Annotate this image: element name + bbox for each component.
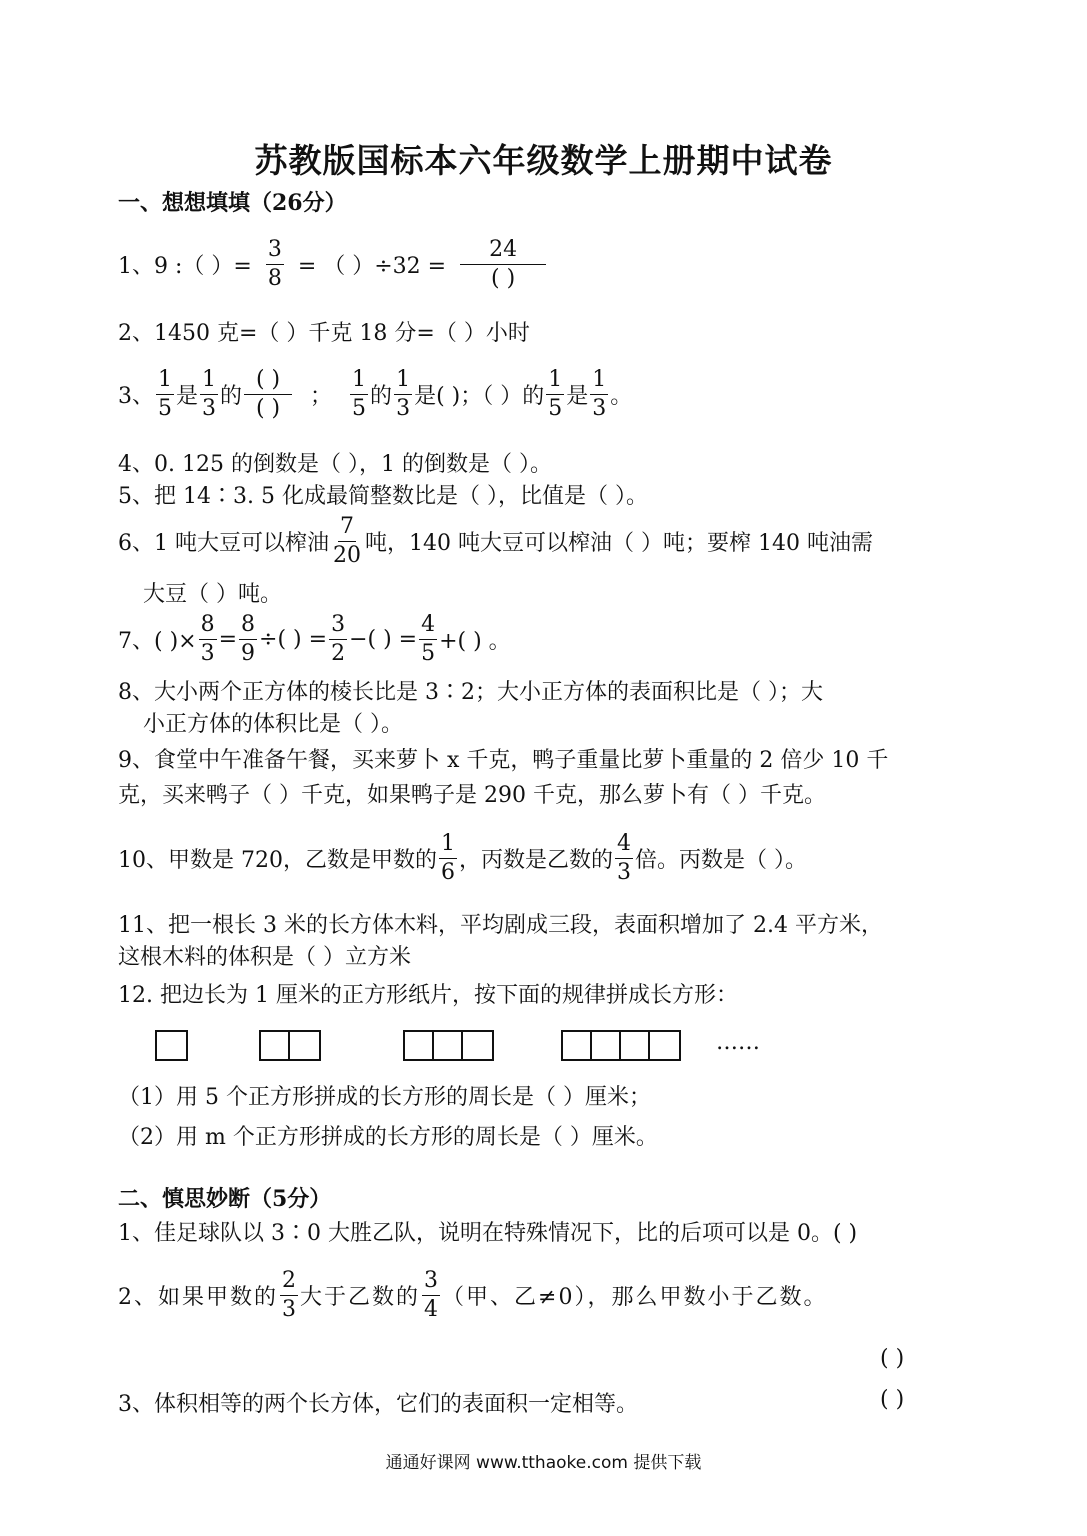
question-1-6-cont: 大豆（ ）吨。 [143, 582, 282, 607]
section1-heading: 一、想想填填（26分） [118, 190, 347, 216]
question-2-2: 2、如果甲数的 $\frac{2}{3}$ 大于乙数的 $\frac{3}{4}$ （甲、乙≠0），那么甲数小于乙数。 [118, 1267, 828, 1322]
question-1-9: 9、食堂中午准备午餐，买来萝卜 x 千克，鸭子重量比萝卜重量的 2 倍少 10 千 [118, 748, 889, 773]
square-pattern-4 [561, 1030, 681, 1061]
section2-heading: 二、慎思妙断（5分） [118, 1186, 332, 1212]
square-pattern-3 [403, 1030, 494, 1061]
question-1-3: 3、 $\frac{1}{5}$ 是 $\frac{1}{3}$ 的 $\frac{( )}{( )}$ ； $\frac{1}{5}$ 的 $\frac{1}{3}$ 是( )；（ ）的 $\frac{1}{5}$ 是 $\frac{1}{3}$ 。 [118, 366, 633, 421]
question-1-12-sub1: （1）用 5 个正方形拼成的长方形的周长是（ ）厘米； [118, 1085, 651, 1110]
question-1-1: 1、9 :（ ）= $\frac{3}{8}$ = （ ）÷32 = $\frac{24}{( )}$ [118, 232, 548, 296]
square-pattern-1 [155, 1030, 188, 1061]
question-2-3-answer: ( ) [880, 1387, 905, 1412]
question-1-5: 5、把 14∶3. 5 化成最简整数比是（ ），比值是（ ）。 [118, 484, 648, 509]
question-1-7: 7、( )× $\frac{8}{3}$ = $\frac{8}{9}$ ÷( ) = $\frac{3}{2}$ −( ) = $\frac{4}{5}$ +( ) 。 [118, 611, 511, 666]
square-pattern-2 [259, 1030, 321, 1061]
page-title: 苏教版国标本六年级数学上册期中试卷 [254, 141, 833, 180]
pattern-ellipsis: …… [716, 1030, 760, 1055]
question-1-8: 8、大小两个正方体的棱长比是 3∶2；大小正方体的表面积比是（ ）；大 [118, 680, 823, 705]
question-1-12-sub2: （2）用 m 个正方形拼成的长方形的周长是（ ）厘米。 [118, 1125, 658, 1150]
question-1-9-cont: 克，买来鸭子（ ）千克，如果鸭子是 290 千克，那么萝卜有（ ）千克。 [118, 783, 826, 808]
question-2-2-answer: ( ) [880, 1346, 905, 1371]
question-1-8-cont: 小正方体的体积比是（ ）。 [143, 712, 403, 737]
question-1-12: 12. 把边长为 1 厘米的正方形纸片，按下面的规律拼成长方形： [118, 983, 738, 1008]
question-1-6: 6、1 吨大豆可以榨油 $\frac{7}{20}$ 吨，140 吨大豆可以榨油（ ）吨；要榨 140 吨油需 [118, 513, 873, 568]
question-2-3: 3、体积相等的两个长方体，它们的表面积一定相等。 [118, 1392, 638, 1417]
question-1-4: 4、0. 125 的倒数是（ ），1 的倒数是（ ）。 [118, 452, 552, 477]
question-1-11: 11、把一根长 3 米的长方体木料，平均剧成三段，表面积增加了 2.4 平方米， [118, 913, 883, 938]
question-1-11-cont: 这根木料的体积是（ ）立方米 [118, 945, 411, 970]
question-2-1: 1、佳足球队以 3∶0 大胜乙队，说明在特殊情况下，比的后项可以是 0。( ) [118, 1221, 858, 1246]
question-1-10: 10、甲数是 720，乙数是甲数的 $\frac{1}{6}$ ，丙数是乙数的 $\frac{4}{3}$ 倍。丙数是（ ）。 [118, 830, 807, 885]
question-1-2: 2、1450 克=（ ）千克 18 分=（ ）小时 [118, 321, 530, 346]
footer: 通通好课网 www.tthaoke.com 提供下载 [385, 1453, 702, 1473]
